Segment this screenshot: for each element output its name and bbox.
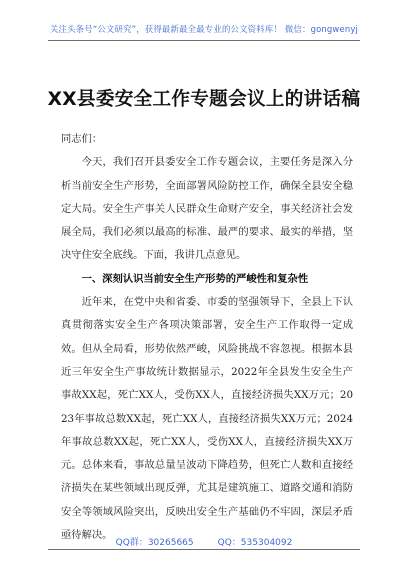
intro-paragraph: 今天，我们召开县委安全工作专题会议，主要任务是深入分析当前安全生产形势，全面部署风险防控工作，确保全县安全稳定大局。安全生产事关人民群众生命财产安全，事关经济社会发展全局，我们必须以最高的标准、最严的要求、最实的举措，坚决守住安全底线。下面，我讲几点意见。 <box>61 156 353 262</box>
footer-contacts <box>0 535 408 548</box>
section-heading: 一、深刻认识当前安全生产形势的严峻性和复杂性 <box>81 272 309 285</box>
salutation: 同志们： <box>61 133 103 145</box>
footer-divider <box>48 549 360 550</box>
document-body <box>61 128 353 547</box>
situation-paragraph: 近年来，在党中央和省委、市委的坚强领导下，全县上下认真贯彻落实安全生产各项决策部署，安全生产工作取得一定成效。但从全局看，形势依然严峻，风险挑战不容忽视。根据本县近三年安全生产事故统计数据显示，2022年全县发生安全生产事故XX起，死亡XX人，受伤XX人，直接经济损失XX万元；2023年事故总数XX起，死亡XX人，直接经济损失XX万元；2024年事故总数XX起，死亡XX人，受伤XX人，直接经济损失XX万元。总体来看，事故总量呈波动下降趋势，但死亡人数和直接经济损失在某些领域出现反弹，尤其是建筑施工、道路交通和消防安全等领域风险突出，反映出安全生产基础仍不牢固，深层矛盾亟待解决。 <box>61 296 353 542</box>
header-divider <box>48 40 360 41</box>
header-note: 关注头条号“公文研究”，获得最新最全最专业的公文资料库！ 微信：gongwenyj <box>49 24 359 34</box>
footer-qq-group: QQ群：30265665 <box>115 538 194 548</box>
document-title: XX县委安全工作专题会议上的讲话稿 <box>47 89 361 110</box>
footer-qq-number: QQ：535304092 <box>217 538 293 548</box>
